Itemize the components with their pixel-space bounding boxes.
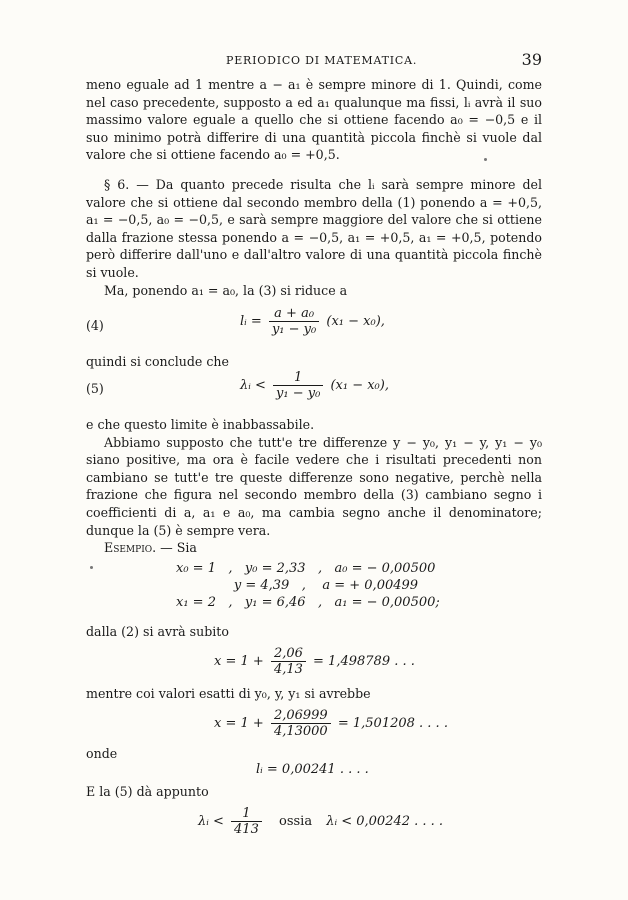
body-text-upper xyxy=(86,76,542,299)
equation-lambda-numerator: 1 xyxy=(231,806,262,822)
equation-lambda-fraction xyxy=(231,806,262,837)
equation-5-label: (5) xyxy=(86,381,104,396)
equation-lambda-rhs: λᵢ < 0,00242 . . . . xyxy=(326,814,444,829)
equation-lambda-lhs: λᵢ < xyxy=(198,814,224,829)
equation-x-exact-rhs: = 1,501208 . . . . xyxy=(337,716,448,731)
esempio-rest: — Sia xyxy=(156,540,197,556)
equation-5-denominator: y₁ − y₀ xyxy=(276,386,321,401)
equation-5-fraction xyxy=(273,370,323,401)
running-title: PERIODICO DI MATEMATICA. xyxy=(226,54,418,67)
paragraph-5: e che questo limite è inabbassabile. xyxy=(86,417,315,432)
equation-x-exact-denominator: 4,13000 xyxy=(273,724,328,739)
equation-5 xyxy=(240,370,389,401)
equation-4-numerator: a + a₀ xyxy=(269,306,319,322)
equation-lambda-ossia: ossia xyxy=(279,814,313,829)
equation-lambda-denominator: 413 xyxy=(234,822,259,837)
equation-x-exact-fraction xyxy=(271,708,331,739)
equation-x-approx-numerator: 2,06 xyxy=(271,646,306,662)
page-header xyxy=(86,50,542,74)
paragraph-8: mentre coi valori esatti di y₀, y, y₁ si avrebbe xyxy=(86,686,371,701)
paragraph-10: E la (5) dà appunto xyxy=(86,784,209,799)
equation-4-fraction xyxy=(269,306,319,337)
equation-4-lhs: lᵢ = xyxy=(240,314,262,329)
equation-lambda xyxy=(198,806,443,837)
equation-4-denominator: y₁ − y₀ xyxy=(271,322,317,337)
equation-x-exact-numerator: 2,06999 xyxy=(271,708,331,724)
equation-5-numerator: 1 xyxy=(273,370,323,386)
body-text-middle xyxy=(86,416,542,557)
paragraph-3: Ma, ponendo a₁ = a₀, la (3) si riduce a xyxy=(104,282,348,298)
equation-x-approx-denominator: 4,13 xyxy=(273,662,303,677)
paragraph-1: meno eguale ad 1 mentre a − a₁ è sempre minore di 1. Quindi, come nel caso precedente, supposto a ed a₁ qualunque ma fissi, lᵢ avrà il suo massimo valore eguale a quello che si ottiene facendo a₀ = −0,5 e il suo minimo potrà differire di una quantità piccola finchè si vuole dal valore che si ottiene facendo a₀ = +0,5. xyxy=(86,77,542,163)
paragraph-9: onde xyxy=(86,746,118,761)
example-values-table xyxy=(176,560,440,611)
esempio-label: Esempio. xyxy=(104,540,157,556)
equation-x-exact-lhs: x = 1 + xyxy=(214,716,264,731)
equation-4-label: (4) xyxy=(86,318,104,333)
equation-x-approx xyxy=(214,646,415,677)
equation-5-rhs: (x₁ − x₀), xyxy=(330,378,389,393)
paragraph-4: quindi si conclude che xyxy=(86,354,229,369)
paragraph-section-6: § 6. — Da quanto precede risulta che lᵢ sarà sempre minore del valore che si ottiene dal secondo membro della (1) ponendo a = +0,5, a₁ = −0,5, a₀ = −0,5, e sarà sempre maggiore del valore che si ottiene dalla frazione stessa ponendo a = −0,5, a₁ = +0,5, a₁ = +0,5, potendo però differire dall'uno e dall'altro valore di una quantità piccola finchè si vuole. xyxy=(86,176,542,280)
equation-l-value: lᵢ = 0,00241 . . . . xyxy=(256,762,369,777)
equation-4 xyxy=(240,306,385,337)
paper-speck xyxy=(90,566,93,569)
page-number: 39 xyxy=(521,50,542,69)
equation-4-rhs: (x₁ − x₀), xyxy=(326,314,385,329)
esempio-line xyxy=(86,539,542,557)
equation-5-lhs: λᵢ < xyxy=(240,378,266,393)
paper-speck xyxy=(484,158,487,161)
table-row: x₁ = 2 , y₁ = 6,46 , a₁ = − 0,00500; xyxy=(176,595,440,610)
equation-x-approx-lhs: x = 1 + xyxy=(214,654,264,669)
paragraph-7: dalla (2) si avrà subito xyxy=(86,624,229,639)
equation-x-approx-fraction xyxy=(271,646,306,677)
table-row: x₀ = 1 , y₀ = 2,33 , a₀ = − 0,00500 xyxy=(176,561,436,576)
equation-x-approx-rhs: = 1,498789 . . . xyxy=(313,654,415,669)
table-row: y = 4,39 , a = + 0,00499 xyxy=(176,578,419,593)
paragraph-6: Abbiamo supposto che tutt'e tre differenze y − y₀, y₁ − y, y₁ − y₀ siano positive, ma ora è facile vedere che i risultati precedenti non cambiano se tutt'e tre queste differenze sono negative, perchè nella frazione che figura nel secondo membro della (3) cambiano segno i coefficienti di a, a₁ e a₀, ma cambia segno anche il denominatore; dunque la (5) è sempre vera. xyxy=(86,434,542,538)
equation-x-exact xyxy=(214,708,448,739)
